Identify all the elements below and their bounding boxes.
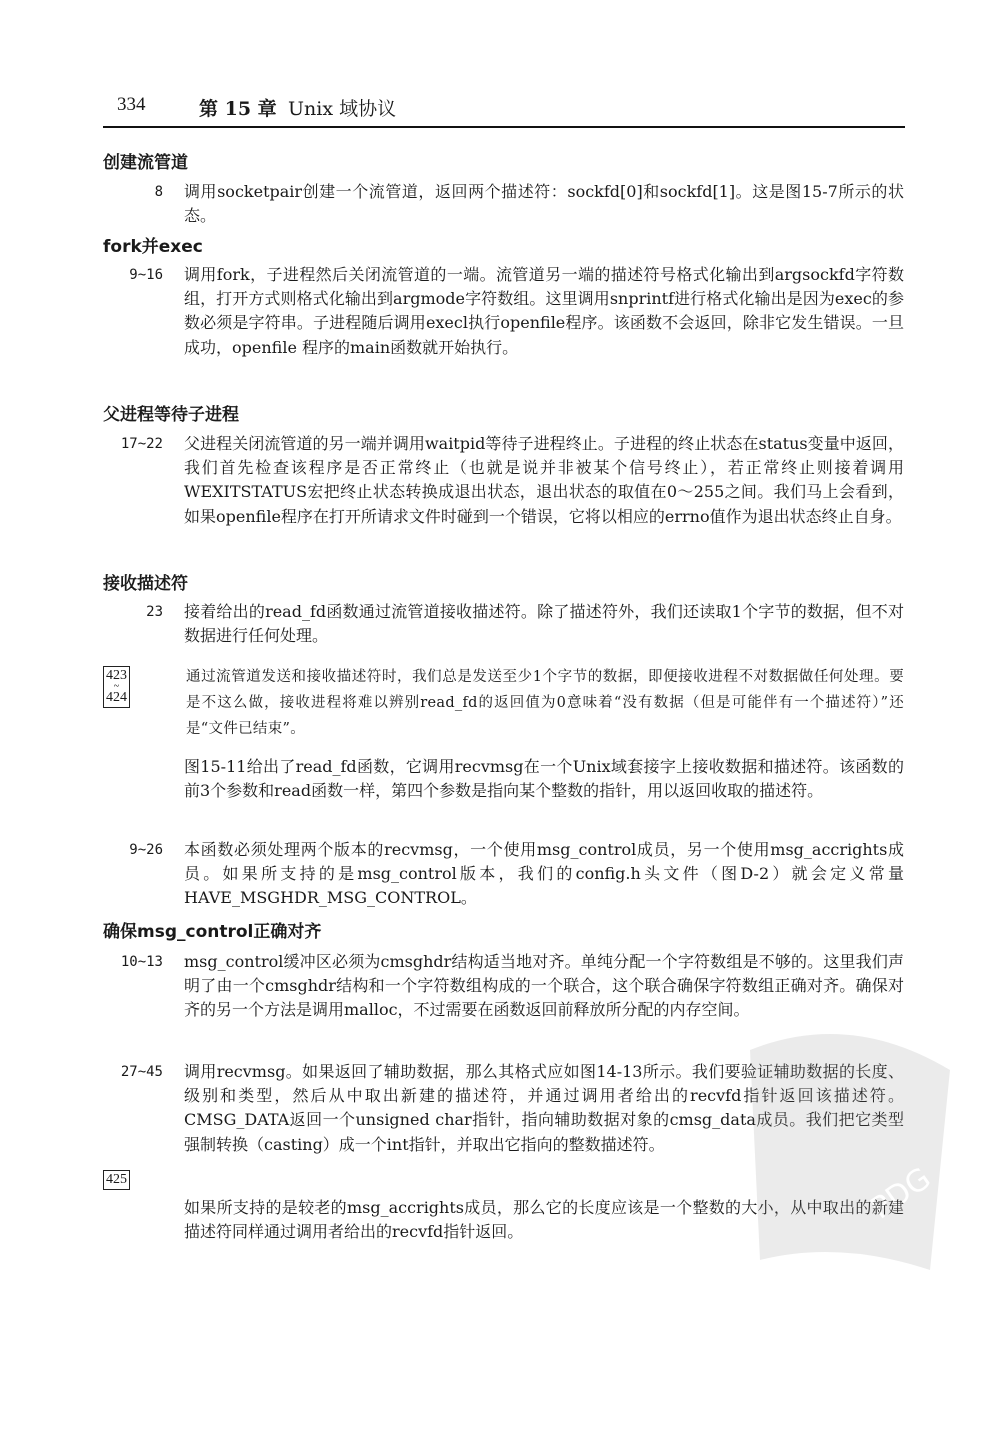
margin-ref-top: 423 <box>106 668 127 683</box>
margin-ref-tilde: ~ <box>113 681 120 692</box>
paragraph-figure-read-fd: 图15-11给出了read_fd函数，它调用recvmsg在一个Unix域套接字上接收数据和描述符。该函数的前3个参数和read函数一样，第四个参数是指向某个整数的指针，用以返回收取的描述符。 <box>184 757 904 801</box>
section-heading-fork-exec: fork并exec <box>103 237 203 257</box>
line-ref: 17~22 <box>120 436 163 452</box>
chapter-title: Unix 域协议 <box>288 98 397 120</box>
note-paragraph: 通过流管道发送和接收描述符时，我们总是发送至少1个字节的数据，即便接收进程不对数据做任何处理。要是不这么做，接收进程将难以辨别read_fd的返回值为0意味着“没有数据（但是可能伴有一个描述符）”还是“文件已结束”。 <box>186 669 904 737</box>
section-heading-align: 确保msg_control正确对齐 <box>103 922 322 942</box>
paragraph-final: 如果所支持的是较老的msg_accrights成员，那么它的长度应该是一个整数的大小，从中取出的新建描述符同样通过调用者给出的recvfd指针返回。 <box>184 1198 904 1242</box>
paragraph: 调用socketpair创建一个流管道，返回两个描述符：sockfd[0]和sockfd[1]。这是图15-7所示的状态。 <box>184 182 904 226</box>
line-ref: 9~26 <box>129 842 163 858</box>
page-number: 334 <box>117 94 146 115</box>
margin-ref-bottom: 424 <box>106 690 127 705</box>
line-ref: 10~13 <box>120 954 163 970</box>
paragraph: 调用fork，子进程然后关闭流管道的一端。流管道另一端的描述符号格式化输出到argsockfd字符数组，打开方式则格式化输出到argmode字符数组。这里调用snprintf进行格式化输出是因为exec的参数必须是字符串。子进程随后调用execl执行openfile程序。该函数不会返回，除非它发生错误。一旦成功，openfile 程序的main函数就开始执行。 <box>184 265 904 357</box>
section-heading-parent-wait: 父进程等待子进程 <box>103 405 239 425</box>
line-ref: 23 <box>146 604 163 620</box>
line-ref: 9~16 <box>129 267 163 283</box>
line-ref: 8 <box>154 184 163 200</box>
section-heading-receive-descriptor: 接收描述符 <box>103 574 188 594</box>
section-heading-create-pipe: 创建流管道 <box>103 153 188 173</box>
margin-page-ref-425: 425 <box>103 1170 130 1190</box>
paragraph: 本函数必须处理两个版本的recvmsg，一个使用msg_control成员，另一个使用msg_accrights成员。如果所支持的是msg_control版本，我们的config.h头文件（图D-2）就会定义常量HAVE_MSGHDR_MSG_CONTROL。 <box>184 840 904 908</box>
paragraph: 父进程关闭流管道的另一端并调用waitpid等待子进程终止。子进程的终止状态在status变量中返回，我们首先检查该程序是否正常终止（也就是说并非被某个信号终止），若正常终止则接着调用WEXITSTATUS宏把终止状态转换成退出状态，退出状态的取值在0～255之间。我们马上会看到，如果openfile程序在打开所请求文件时碰到一个错误，它将以相应的errno值作为退出状态终止自身。 <box>184 434 904 526</box>
line-ref: 27~45 <box>120 1064 163 1080</box>
paragraph: msg_control缓冲区必须为cmsghdr结构适当地对齐。单纯分配一个字符数组是不够的。这里我们声明了由一个cmsghdr结构和一个字符数组构成的一个联合，这个联合确保字符数组正确对齐。确保对齐的另一个方法是调用malloc，不过需要在函数返回前释放所分配的内存空间。 <box>184 952 904 1020</box>
margin-page-ref-423-424 <box>103 666 130 708</box>
watermark-label: PDG <box>864 1160 938 1227</box>
chapter-label: 第 15 章 <box>199 98 277 120</box>
paragraph: 调用recvmsg。如果返回了辅助数据，那么其格式应如图14-13所示。我们要验证辅助数据的长度、级别和类型，然后从中取出新建的描述符，并通过调用者给出的recvfd指针返回该描述符。CMSG_DATA返回一个unsigned char指针，指向辅助数据对象的cmsg_data成员。我们把它类型强制转换（casting）成一个int指针，并取出它指向的整数描述符。 <box>184 1062 904 1154</box>
paragraph: 接着给出的read_fd函数通过流管道接收描述符。除了描述符外，我们还读取1个字节的数据，但不对数据进行任何处理。 <box>184 602 904 646</box>
